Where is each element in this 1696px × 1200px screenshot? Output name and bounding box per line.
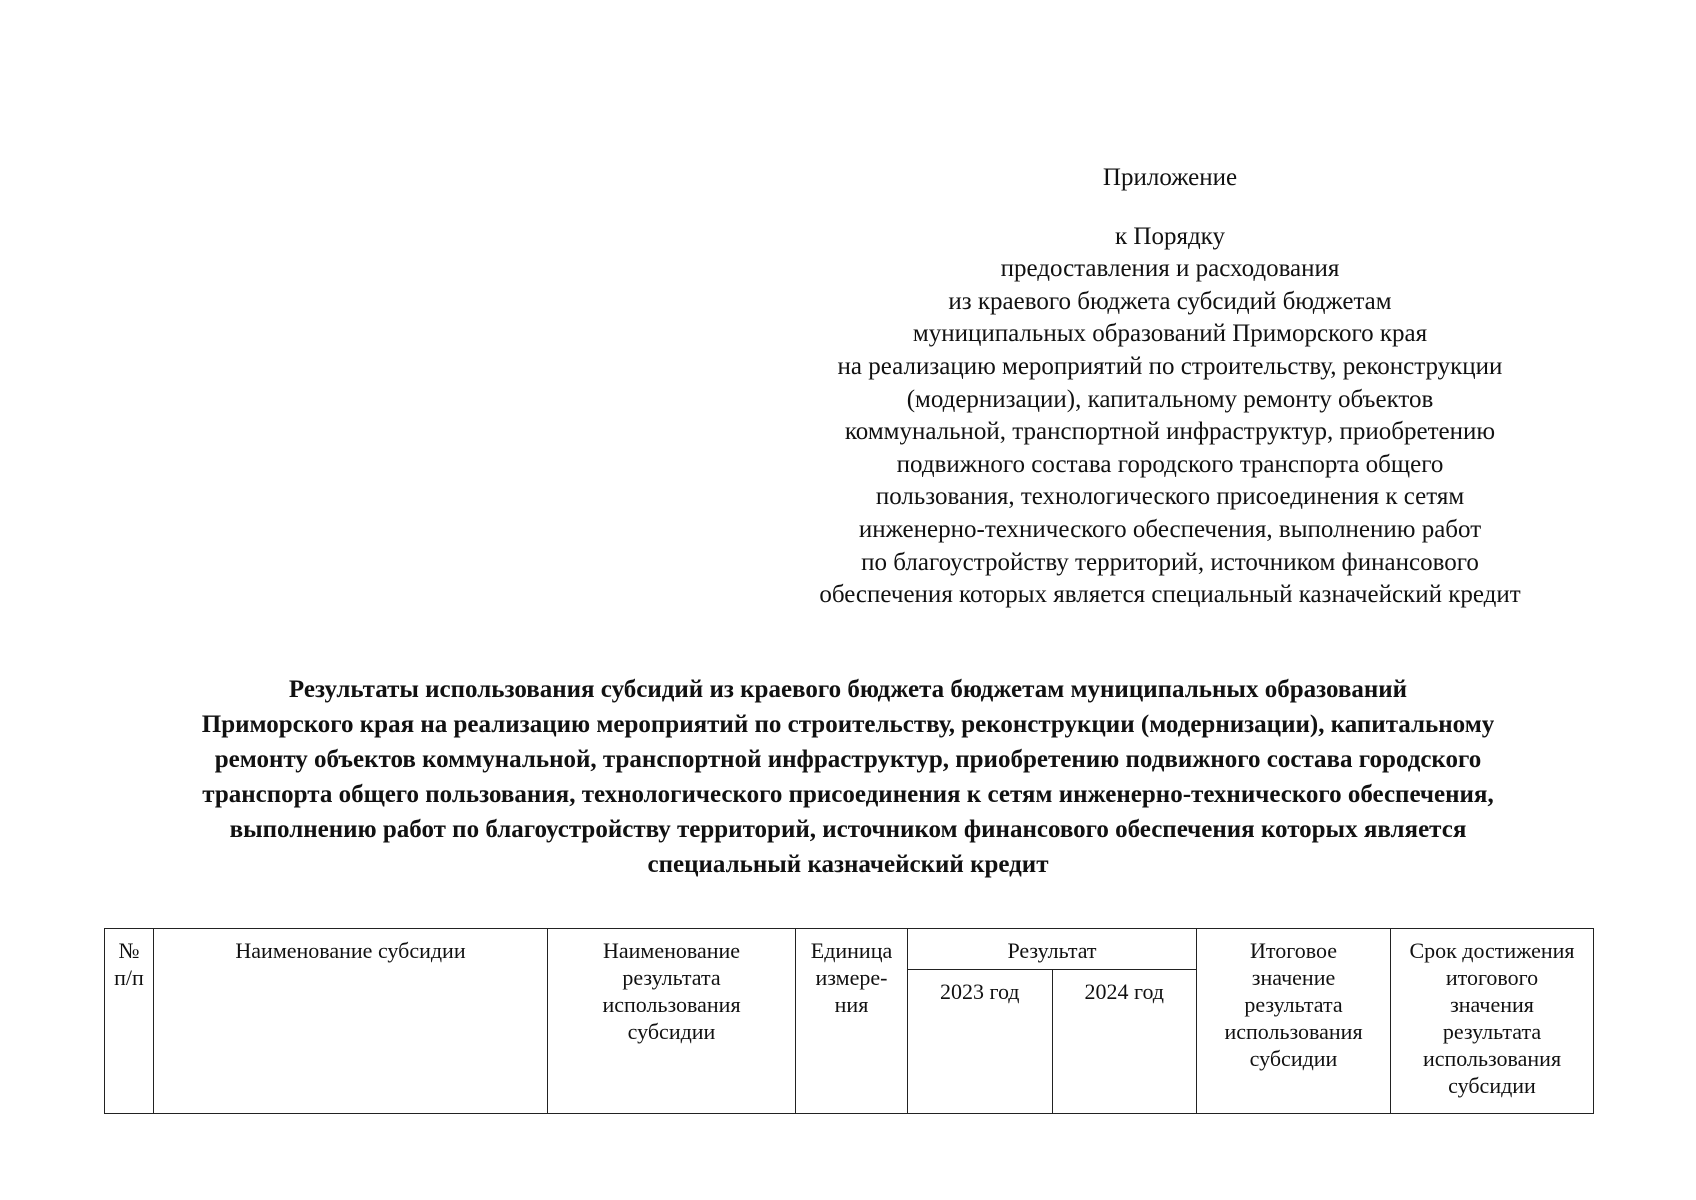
header-final-value-line: значение — [1251, 965, 1336, 990]
header-cell-subsidy-name — [154, 929, 548, 1114]
document-title-line: Результаты использования субсидий из краевого бюджета бюджетам муниципальных образований — [288, 676, 1408, 703]
appendix-line: к Порядку — [1115, 222, 1225, 250]
header-final-value-line: Итоговое — [1250, 938, 1337, 963]
results-table-header — [105, 929, 1594, 1114]
header-cell-unit — [796, 929, 908, 1114]
document-title-line: Приморского края на реализацию мероприятий по строительству, реконструкции (модернизации), капитальному — [201, 711, 1495, 738]
header-result-name-line: Наименование — [602, 938, 741, 963]
header-term-line: субсидии — [1448, 1073, 1536, 1098]
appendix-line: предоставления и расходования — [1000, 255, 1340, 283]
document-title-line: выполнению работ по благоустройству территорий, источником финансового обеспечения которых является — [229, 816, 1467, 843]
header-result-text: Результат — [1007, 938, 1097, 963]
appendix-title: Приложение — [1102, 164, 1238, 191]
header-cell-number — [105, 929, 154, 1114]
header-number-line: п/п — [114, 965, 144, 990]
appendix-line: коммунальной, транспортной инфраструктур, приобретению — [844, 418, 1496, 446]
appendix-line: по благоустройству территорий, источником финансового — [861, 548, 1479, 576]
appendix-line: из краевого бюджета субсидий бюджетам — [948, 287, 1392, 315]
header-result-name-line: результата — [622, 965, 721, 990]
header-cell-year-2024 — [1052, 970, 1197, 1114]
header-term-line: результата — [1442, 1019, 1542, 1044]
appendix-line: на реализацию мероприятий по строительству, реконструкции — [837, 352, 1503, 380]
header-cell-year-2023 — [908, 970, 1053, 1114]
header-unit-line: ния — [834, 992, 869, 1017]
header-year-2023-text: 2023 год — [939, 979, 1020, 1004]
results-table — [104, 928, 1594, 1114]
header-term-line: значения — [1450, 992, 1534, 1017]
header-row-top — [105, 929, 1594, 970]
header-cell-result — [908, 929, 1197, 970]
header-result-name-line: использования — [602, 992, 741, 1017]
document-title-line: специальный казначейский кредит — [647, 851, 1049, 878]
header-cell-result-name — [548, 929, 796, 1114]
header-unit-line: измере- — [815, 965, 888, 990]
document-title-line: транспорта общего пользования, технологического присоединения к сетям инженерно-технического обеспечения, — [202, 781, 1494, 808]
document-title — [80, 672, 1616, 882]
header-year-2024-text: 2024 год — [1084, 979, 1165, 1004]
appendix-line: подвижного состава городского транспорта общего — [896, 450, 1444, 478]
appendix-line: пользования, технологического присоединения к сетям — [875, 483, 1465, 511]
appendix-line: обеспечения которых является специальный казначейский кредит — [819, 581, 1521, 609]
header-cell-term — [1391, 929, 1594, 1114]
appendix-text — [760, 221, 1580, 612]
header-term-line: итогового — [1445, 965, 1539, 990]
header-result-name-line: субсидии — [627, 1019, 716, 1044]
header-final-value-line: использования — [1224, 1019, 1363, 1044]
appendix-line: (модернизации), капитальному ремонту объектов — [906, 385, 1434, 413]
header-final-value-line: результата — [1244, 992, 1343, 1017]
header-term-line: Срок достижения — [1409, 938, 1575, 963]
document-title-line: ремонту объектов коммунальной, транспортной инфраструктур, приобретению подвижного состава городского — [214, 746, 1482, 773]
appendix-line: инженерно-технического обеспечения, выполнению работ — [858, 515, 1482, 543]
header-number-line: № — [118, 938, 140, 963]
header-term-line: использования — [1422, 1046, 1562, 1071]
header-cell-final-value — [1197, 929, 1391, 1114]
appendix-line: муниципальных образований Приморского края — [912, 320, 1428, 348]
header-unit-line: Единица — [810, 938, 893, 963]
header-subsidy-name-text: Наименование субсидии — [235, 938, 466, 963]
appendix-block — [760, 162, 1580, 612]
header-final-value-line: субсидии — [1249, 1046, 1338, 1071]
